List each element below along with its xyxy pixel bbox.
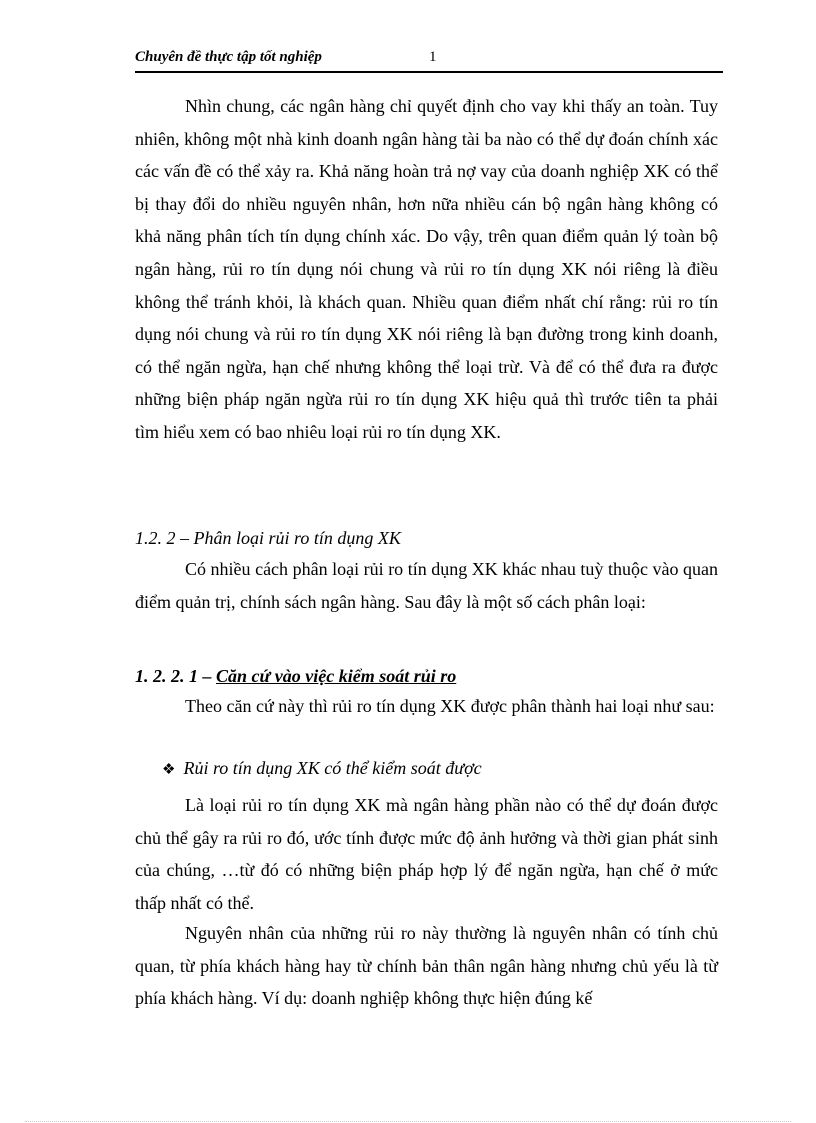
paragraph-classification-intro: Có nhiều cách phân loại rủi ro tín dụng XK khác nhau tuỳ thuộc vào quan điểm quản trị, chính sách ngân hàng. Sau đây là một số cách phân loại: <box>135 559 718 612</box>
section-heading-1-2-2: 1.2. 2 – Phân loại rủi ro tín dụng XK <box>135 528 401 548</box>
bullet-item <box>162 758 482 779</box>
page-number: 1 <box>429 49 437 65</box>
bullet-text: Rủi ro tín dụng XK có thể kiểm soát được <box>183 758 482 778</box>
subsection-title: Căn cứ vào việc kiểm soát rủi ro <box>216 666 457 686</box>
diamond-bullet-icon: ❖ <box>162 762 176 778</box>
header-title: Chuyên đề thực tập tốt nghiệp <box>135 49 322 65</box>
paragraph-overview: Nhìn chung, các ngân hàng chỉ quyết định cho vay khi thấy an toàn. Tuy nhiên, không một nhà kinh doanh ngân hàng tài ba nào có thể dự đoán chính xác các vấn đề có thể xảy ra. Khả năng hoàn trả nợ vay của doanh nghiệp XK có thể bị thay đổi do nhiều nguyên nhân, hơn nữa nhiều cán bộ ngân hàng không có khả năng phân tích tín dụng chính xác. Do vậy, trên quan điểm quản lý toàn bộ ngân hàng, rủi ro tín dụng nói chung và rủi ro tín dụng XK nói riêng là điều không thể tránh khỏi, là khách quan. Nhiều quan điểm nhất chí rằng: rủi ro tín dụng nói chung và rủi ro tín dụng XK nói riêng là bạn đường trong kinh doanh, có thể ngăn ngừa, hạn chế nhưng không thể loại trừ. Và để có thể đưa ra được những biện pháp ngăn ngừa rủi ro tín dụng XK hiệu quả thì trước tiên ta phải tìm hiểu xem có bao nhiêu loại rủi ro tín dụng XK. <box>135 96 718 442</box>
subsection-number: 1. 2. 2. 1 – <box>135 666 216 686</box>
page-header <box>135 47 723 73</box>
subsection-heading-1-2-2-1 <box>135 666 456 687</box>
page-bottom-edge <box>25 1121 791 1122</box>
paragraph-basis: Theo căn cứ này thì rủi ro tín dụng XK được phân thành hai loại như sau: <box>185 696 715 716</box>
paragraph-controllable-definition: Là loại rủi ro tín dụng XK mà ngân hàng phần nào có thể dự đoán được chủ thể gây ra rủi ro đó, ước tính được mức độ ảnh hưởng và thời gian phát sinh của chúng, …từ đó có những biện pháp hợp lý để ngăn ngừa, hạn chế ở mức thấp nhất có thể. <box>135 795 718 913</box>
paragraph-causes: Nguyên nhân của những rủi ro này thường là nguyên nhân có tính chủ quan, từ phía khách hàng hay từ chính bản thân ngân hàng nhưng chủ yếu là từ phía khách hàng. Ví dụ: doanh nghiệp không thực hiện đúng kế <box>135 923 718 1009</box>
